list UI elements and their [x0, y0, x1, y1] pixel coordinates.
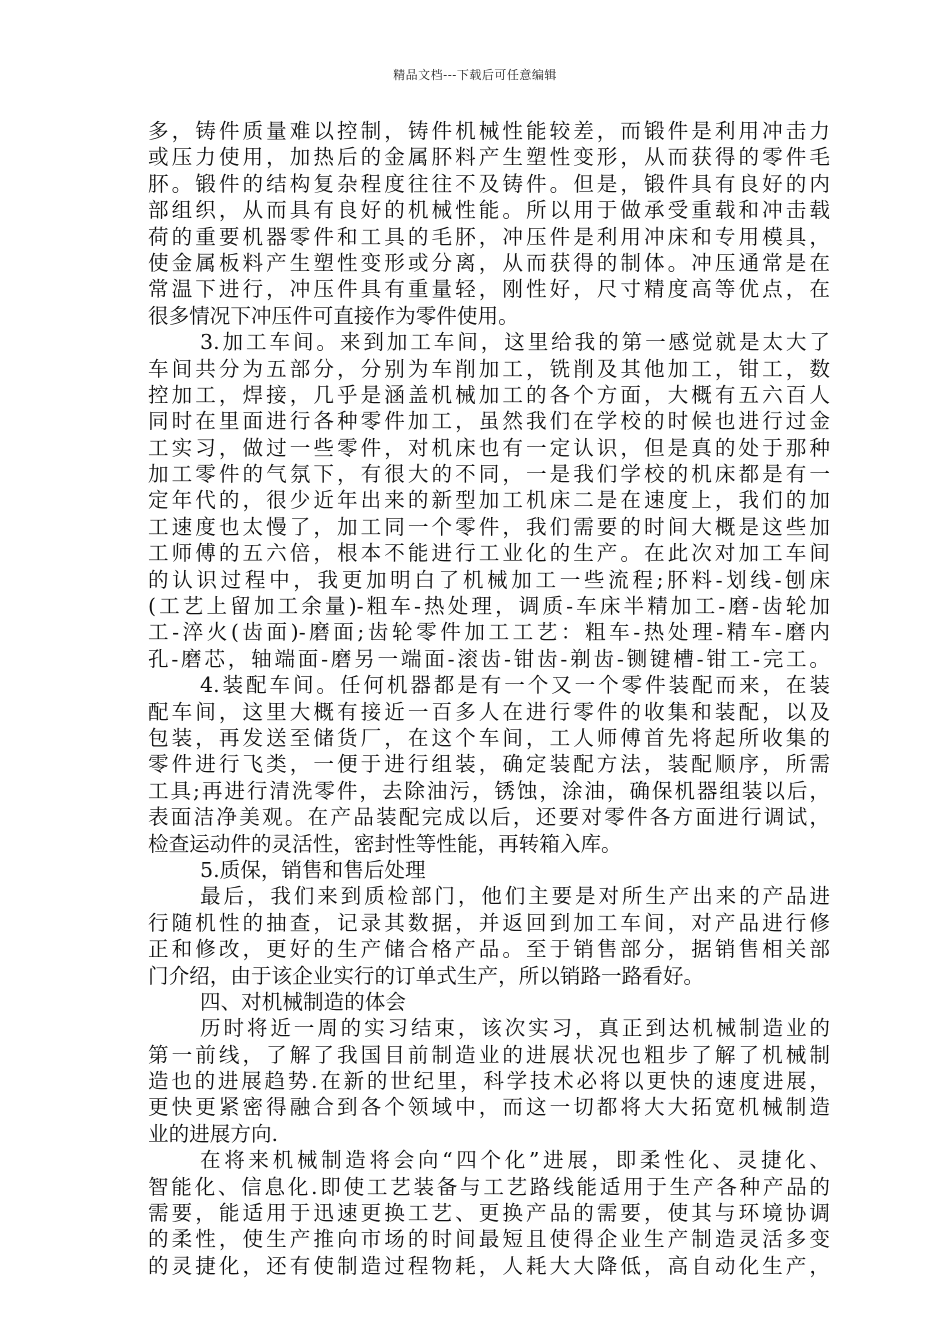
text-line: 5.质保，销售和售后处理 [200, 857, 426, 882]
text-line: 车间共分为五部分，分别为车削加工，铣削及其他加工，钳工，数 [148, 356, 830, 381]
text-line: 使金属板料产生塑性变形或分离，从而获得的制体。冲压通常是在 [148, 250, 830, 275]
text-line: 在将来机械制造将会向“四个化”进展，即柔性化、灵捷化、 [200, 1148, 830, 1173]
text-line: 工速度也太慢了，加工同一个零件，我们需要的时间大概是这些加 [148, 514, 830, 539]
text-line: 工-淬火(齿面)-磨面;齿轮零件加工工艺：粗车-热处理-精车-磨内 [148, 620, 830, 645]
text-line: 零件进行飞类，一便于进行组装，确定装配方法，装配顺序，所需 [148, 752, 830, 777]
text-line: 智能化、信息化.即使工艺装备与工艺路线能适用于生产各种产品的 [148, 1174, 830, 1199]
text-line: 4.装配车间。任何机器都是有一个又一个零件装配而来，在装 [200, 673, 830, 698]
text-line: 加工零件的气氛下，有很大的不同，一是我们学校的机床都是有一 [148, 462, 830, 487]
text-line: 孔-磨芯，轴端面-磨另一端面-滚齿-钳齿-剃齿-铡键槽-钳工-完工。 [148, 646, 830, 671]
text-line: 正和修改，更好的生产储合格产品。至于销售部分，据销售相关部 [148, 937, 830, 962]
text-line: 同时在里面进行各种零件加工，虽然我们在学校的时候也进行过金 [148, 409, 830, 434]
text-line: 门介绍，由于该企业实行的订单式生产，所以销路一路看好。 [148, 963, 705, 988]
text-line: 第一前线，了解了我国目前制造业的进展状况也粗步了解了机械制 [148, 1042, 830, 1067]
text-line: 的灵捷化，还有使制造过程物耗，人耗大大降低，高自动化生产， [148, 1253, 830, 1278]
text-line: 常温下进行，冲压件具有重量轻，刚性好，尺寸精度高等优点，在 [148, 277, 830, 302]
text-line: 肧。锻件的结构复杂程度往往不及铸件。但是，锻件具有良好的内 [148, 171, 830, 196]
text-line: 工具;再进行清洗零件，去除油污，锈蚀，涂油，确保机器组装以后， [148, 778, 830, 803]
text-line: 的认识过程中，我更加明白了机械加工一些流程;肧料-划线-刨床 [148, 567, 830, 592]
text-line: 检查运动件的灵活性，密封性等性能，再转箱入库。 [148, 831, 622, 856]
text-line: 更快更紧密得融合到各个领域中，而这一切都将大大拓宽机械制造 [148, 1095, 830, 1120]
text-line: 的柔性，使生产推向市场的时间最短且使得企业生产制造灵活多变 [148, 1227, 830, 1252]
text-line: 部组织，从而具有良好的机械性能。所以用于做承受重载和冲击载 [148, 198, 830, 223]
text-line: 最后，我们来到质检部门，他们主要是对所生产出来的产品进 [200, 884, 830, 909]
text-line: 很多情况下冲压件可直接作为零件使用。 [148, 303, 519, 328]
text-line: 工师傅的五六倍，根本不能进行工业化的生产。在此次对加工车间 [148, 541, 830, 566]
text-line: 工实习，做过一些零件，对机床也有一定认识，但是真的处于那种 [148, 435, 830, 460]
text-line: 3.加工车间。来到加工车间，这里给我的第一感觉就是太大了 [200, 330, 830, 355]
page-header: 精品文档---下载后可任意编辑 [393, 68, 557, 82]
text-line: 荷的重要机器零件和工具的毛肧，冲压件是利用冲床和专用模具， [148, 224, 830, 249]
text-line: 历时将近一周的实习结束，该次实习，真正到达机械制造业的 [200, 1016, 830, 1041]
text-line: 行随机性的抽查，记录其数据，并返回到加工车间，对产品进行修 [148, 910, 830, 935]
text-line: 配车间，这里大概有接近一百多人在进行零件的收集和装配，以及 [148, 699, 830, 724]
text-line: (工艺上留加工余量)-粗车-热处理，调质-车床半精加工-磨-齿轮加 [148, 594, 830, 619]
text-line: 控加工，焊接，几乎是涵盖机械加工的各个方面，大概有五六百人 [148, 382, 830, 407]
text-line: 多，铸件质量难以控制，铸件机械性能较差，而锻件是利用冲击力 [148, 119, 830, 143]
text-line: 定年代的，很少近年出来的新型加工机床二是在速度上，我们的加 [148, 488, 830, 513]
document-body [148, 118, 830, 1279]
text-line: 造也的进展趋势.在新的世纪里，科学技术必将以更快的速度进展， [148, 1069, 830, 1094]
text-line: 四、对机械制造的体会 [200, 989, 406, 1014]
text-line: 或压力使用，加热后的金属肧料产生塑性变形，从而获得的零件毛 [148, 145, 830, 170]
text-line: 需要，能适用于迅速更换工艺、更换产品的需要，使其与环境协调 [148, 1201, 830, 1226]
text-line: 包装，再发送至储货厂，在这个车间，工人师傅首先将起所收集的 [148, 725, 830, 750]
text-line: 表面洁净美观。在产品装配完成以后，还要对零件各方面进行调试， [148, 805, 830, 830]
text-line: 业的进展方向. [148, 1121, 279, 1146]
